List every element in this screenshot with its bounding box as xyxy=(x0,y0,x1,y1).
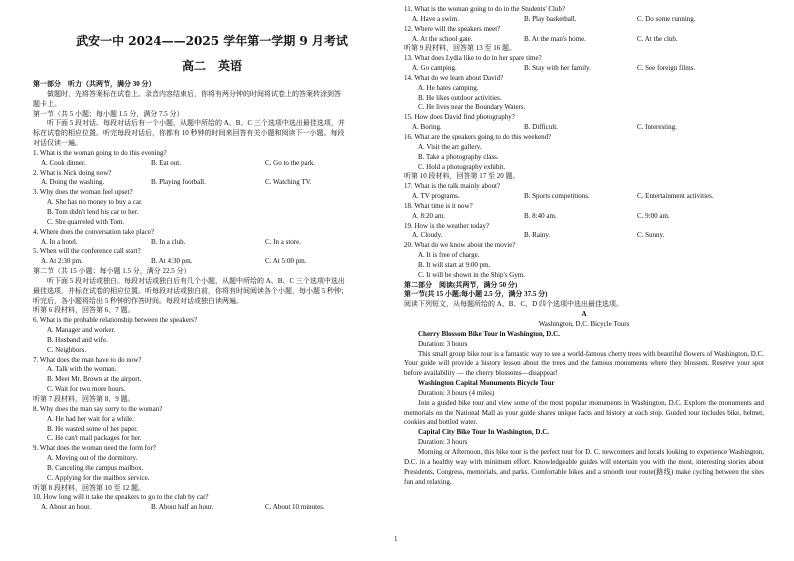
option-b: B. Husband and wife. xyxy=(47,335,108,344)
question-text: 12. Where will the speakers meet? xyxy=(404,24,501,33)
question-text: 20. What do we know about the movie? xyxy=(404,241,516,250)
option-a: A. Cloudy. xyxy=(412,231,443,240)
question-text: 1. What is the woman going to do this evening? xyxy=(33,148,167,157)
section1-intro-line: 对话仅读一遍。 xyxy=(33,139,82,148)
option-c: C. Go to the park. xyxy=(265,158,316,167)
options-row xyxy=(33,159,391,169)
option-a: A. He had her wait for a while. xyxy=(47,414,134,423)
option-c: C. About 10 minutes. xyxy=(265,503,325,512)
part2-section1-heading: 第一节(共 15 小题;每小题 2.5 分，满分 37.5 分) xyxy=(404,290,548,299)
listening-instruction: 听第 8 段材料，回答第 10 至 12 题。 xyxy=(33,483,145,492)
option-b: B. Rainy. xyxy=(524,231,551,240)
option-a: A. He hates camping. xyxy=(418,83,479,92)
passage-title: Washington, D.C. Bicycle Tours xyxy=(538,320,630,328)
option-c: C. Wait for two more hours. xyxy=(47,385,126,394)
part1-heading: 第一部分 听力（共两节，满分 30 分） xyxy=(33,80,156,88)
options-row xyxy=(404,212,764,222)
option-a: A. At the school gate. xyxy=(412,34,473,43)
option-c: C. It will be shown in the Ship's Gym. xyxy=(418,270,526,279)
tour-description: Morning or Afternoon, this bike tour is the perfect tour for D. C. newcomers and locals looking to experience Washington, D.C. in a healthy way with minimum effort. Knowledgeable guides will entertain you with the most, interesting stories about Presidents, Congress, memorials, and parks. Comfortable bikes and a smooth tour route(路线) make cycling between the sites fun and relaxing. xyxy=(404,447,764,486)
tour-duration: Duration: 3 hours xyxy=(418,438,468,447)
question-text: 11. What is the woman going to do in the Students' Club? xyxy=(404,5,566,13)
option-a: A. She has no money to buy a car. xyxy=(47,198,143,207)
option-b: B. Play basketball. xyxy=(524,14,577,23)
listening-instruction: 听第 10 段材料，回答第 17 至 20 题。 xyxy=(404,172,520,181)
option-a: A. Moving out of the dormitory. xyxy=(47,454,138,463)
question-text: 15. How does David find photography? xyxy=(404,113,515,122)
question-text: 9. What does the woman need the form for? xyxy=(33,444,156,453)
question-text: 8. Why does the man say sorry to the woman? xyxy=(33,404,163,413)
option-c: C. She quarreled with Tom. xyxy=(47,217,125,226)
option-a: A. Talk with the woman. xyxy=(47,365,117,374)
option-b: B. Canceling the campus mailbox. xyxy=(47,463,144,472)
option-a: A. At 2:30 pm. xyxy=(41,257,83,266)
options-row xyxy=(33,503,391,513)
question-text: 13. What does Lydia like to do in her spare time? xyxy=(404,54,542,63)
passage-letter: A xyxy=(581,310,587,319)
options-row xyxy=(33,257,391,267)
option-b: B. It will start at 9:00 pm. xyxy=(418,260,491,269)
option-b: B. Playing football. xyxy=(151,178,206,187)
option-c: C. At the club. xyxy=(637,34,678,43)
option-b: B. About half an hour. xyxy=(151,503,214,512)
question-text: 18. What time is it now? xyxy=(404,201,473,210)
option-c: C. Do some running. xyxy=(637,14,696,23)
question-text: 16. What are the speakers going to do this weekend? xyxy=(404,132,552,141)
option-c: C. Interesting. xyxy=(637,123,677,132)
option-c: C. In a store. xyxy=(265,237,301,246)
options-row xyxy=(404,231,764,241)
option-b: B. Eat out. xyxy=(151,158,181,167)
option-a: A. TV programs. xyxy=(412,192,460,201)
option-c: C. Sunny. xyxy=(637,231,665,240)
option-a: A. In a hotel. xyxy=(41,237,78,246)
option-a: A. Visit the art gallery. xyxy=(418,142,482,151)
question-text: 5. When will the conference call start? xyxy=(33,247,141,256)
option-a: A. About an hour. xyxy=(41,503,91,512)
option-a: A. It is free of charge. xyxy=(418,251,480,260)
question-text: 7. What does the man have to do now? xyxy=(33,355,142,364)
option-c: C. Neighbors. xyxy=(47,345,87,354)
listening-instruction: 听第 6 段材料，回答第 6、7 题。 xyxy=(33,306,135,315)
option-b: B. He likes outdoor activities. xyxy=(418,93,502,102)
option-a: A. Boring. xyxy=(412,123,442,132)
right-column xyxy=(404,5,764,487)
option-a: A. Doing the washing. xyxy=(41,178,105,187)
option-a: A. Have a swim. xyxy=(412,14,459,23)
option-c: C. At 5:00 pm. xyxy=(265,257,307,266)
option-b: B. Meet Mr. Brown at the airport. xyxy=(47,375,142,384)
tour-description: This small group bike tour is a fantastic way to see a world-famous cherry trees with beautiful flowers of Washington, D.C. Your guide will provide a history lesson about the trees and the famous monuments where they blossom. Reserve your spot before availability — the cherry blossoms—disappear! xyxy=(404,349,764,378)
section1-intro-line: 标在试卷的相应位置。听完每段对话后，你都有 10 秒钟的时间来回答有关小题和阅读下一小题。每段 xyxy=(33,129,345,138)
option-c: C. He lives near the Boundary Waters. xyxy=(418,103,526,112)
option-b: B. 8:40 am. xyxy=(524,211,557,220)
options-row xyxy=(404,64,764,74)
page-number: 1 xyxy=(394,535,398,543)
option-a: A. Go camping. xyxy=(412,64,457,73)
listening-instruction: 听第 9 段材料，回答第 13 至 16 题。 xyxy=(404,44,516,53)
option-b: B. At 4:30 pm. xyxy=(151,257,193,266)
tour-name: Capital City Bike Tour In Washington, D.C. xyxy=(418,428,550,437)
tour-duration: Duration: 3 hours xyxy=(418,339,468,348)
section1-intro-line: 听下面 5 段对话。每段对话后有一个小题，从题中所给的 A、B、C 三个选项中选出最佳选项，并 xyxy=(47,119,345,128)
option-b: B. At the man's home. xyxy=(524,34,586,43)
section1-heading: 第一节（共 5 小题；每小题 1.5 分，满分 7.5 分） xyxy=(33,109,184,118)
section2-intro-line: 最佳选项，并标在试卷的相应位置。听每段对话或独白前，你将有时间阅读各个小题，每小题 5 秒钟； xyxy=(33,286,348,295)
part1-intro-line: 做题时，先将答案标在试卷上。录音内容结束后，你将有两分钟的时间将试卷上的答案转涂到答 xyxy=(47,89,341,98)
question-text: 4. Where does the conversation take place? xyxy=(33,227,154,236)
options-row xyxy=(404,192,764,202)
option-b: B. Tom didn't lend his car to her. xyxy=(47,207,139,216)
section2-intro-line: 听下面 5 段对话或独白。每段对话或独白后有几个小题，从题中所给的 A、B、C 三个选项中选出 xyxy=(47,276,345,285)
option-c: C. Watching TV. xyxy=(265,178,312,187)
tour-name: Cherry Blossom Bike Tour in Washington, D.C. xyxy=(418,329,560,338)
question-text: 6. What is the probable relationship between the speakers? xyxy=(33,316,198,325)
options-row xyxy=(33,238,391,248)
option-c: C. He can't mail packages for her. xyxy=(47,434,142,443)
question-text: 3. Why does the woman feel upset? xyxy=(33,188,133,197)
section2-intro-line: 听完后，各小题将给出 5 秒钟的作答时间。每段对话或独白读两遍。 xyxy=(33,296,243,305)
question-text: 2. What is Nick doing now? xyxy=(33,168,112,177)
question-text: 14. What do we learn about David? xyxy=(404,73,504,82)
question-text: 17. What is the talk mainly about? xyxy=(404,182,501,191)
exam-title: 武安一中 2024——2025 学年第一学期 9 月考试 xyxy=(76,34,348,48)
tour-description: Join a guided bike tour and view some of the most popular monuments in Washington, D.C. Explore the monuments and memorials on the National Mall as your guide shares unique facts and history at each stop. Guided tour includes bike, helmet, cookies and bottled water. xyxy=(404,398,764,427)
option-a: A. 8:20 am. xyxy=(412,211,446,220)
option-c: C. Applying for the mailbox service. xyxy=(47,473,150,482)
question-text: 10. How long will it take the speakers to go to the club by car? xyxy=(33,493,209,502)
options-row xyxy=(404,15,764,25)
tour-name: Washington Capital Monuments Bicycle Tour xyxy=(418,379,555,388)
option-b: B. In a club. xyxy=(151,237,186,246)
section2-heading: 第二节（共 15 小题；每小题 1.5 分，满分 22.5 分） xyxy=(33,267,191,276)
part1-intro-line: 题卡上。 xyxy=(33,99,61,108)
option-a: A. Cook dinner. xyxy=(41,158,86,167)
option-b: B. Take a photography class. xyxy=(418,152,499,161)
question-text: 19. How is the weather today? xyxy=(404,221,490,230)
option-a: A. Manager and worker. xyxy=(47,326,116,335)
option-b: B. Stay with her family. xyxy=(524,64,591,73)
option-c: C. 9:00 am. xyxy=(637,211,670,220)
options-row xyxy=(33,178,391,188)
option-b: B. Sports competitions. xyxy=(524,192,590,201)
exam-subtitle: 高二 英语 xyxy=(181,59,242,73)
options-row xyxy=(404,123,764,133)
reading-instruction: 阅读下列短文，从每题所给的 A、B、C、D 四个选项中选出最佳选项。 xyxy=(404,300,623,309)
option-c: C. Entertainment activities. xyxy=(637,192,714,201)
option-b: B. He wasted some of her paper. xyxy=(47,424,138,433)
listening-instruction: 听第 7 段材料，回答第 8、9 题。 xyxy=(33,395,135,403)
option-c: C. Hold a photography exhibit. xyxy=(418,162,506,171)
tour-duration: Duration: 3 hours (4 miles) xyxy=(418,388,495,397)
option-b: B. Difficult. xyxy=(524,123,558,132)
left-column xyxy=(33,0,391,513)
part2-heading: 第二部分 阅读(共两节，满分 50 分) xyxy=(404,280,518,289)
option-c: C. See foreign films. xyxy=(637,64,696,73)
options-row xyxy=(404,35,764,45)
